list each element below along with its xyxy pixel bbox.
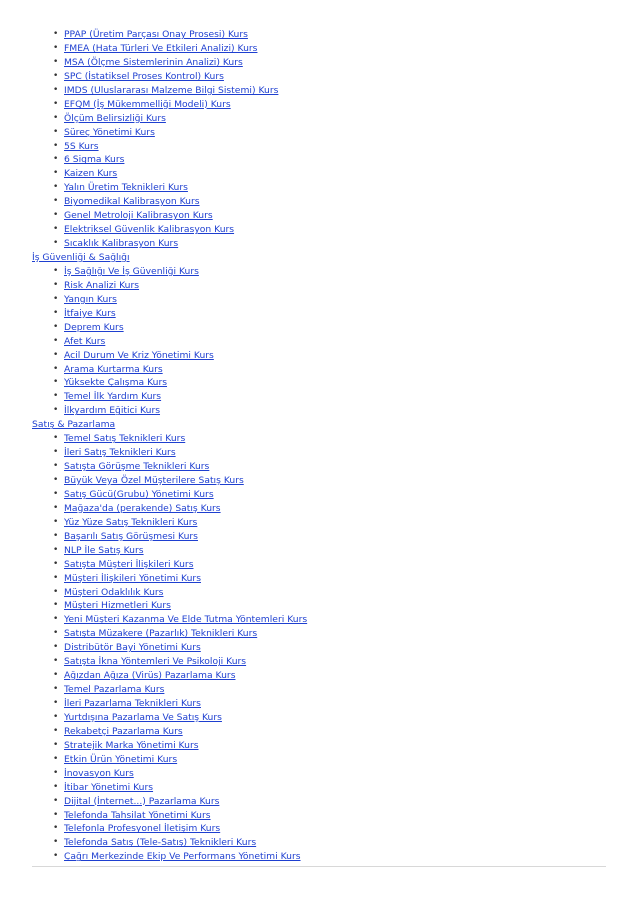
course-link[interactable]: SPC (İstatiksel Proses Kontrol) Kurs [64,70,224,82]
list-item [32,572,606,586]
list-item [32,474,606,488]
list-item [32,349,606,363]
list-item [32,293,606,307]
course-link[interactable]: 6 Sigma Kurs [64,154,125,166]
list-item [32,669,606,683]
bullet-icon: • [53,140,59,151]
course-link[interactable]: Yalın Üretim Teknikleri Kurs [64,182,188,194]
bullet-icon: • [53,196,59,207]
bullet-icon: • [53,600,59,611]
course-link[interactable]: Ağızdan Ağıza (Virüs) Pazarlama Kurs [64,670,236,682]
course-link[interactable]: Yüz Yüze Satış Teknikleri Kurs [64,516,198,528]
bullet-icon: • [53,224,59,235]
bullet-icon: • [53,433,59,444]
bullet-icon: • [53,70,59,81]
list-item [32,181,606,195]
list-item [32,488,606,502]
list-item [32,809,606,823]
course-link[interactable]: Afet Kurs [64,335,106,347]
list-item [32,850,606,864]
course-link[interactable]: Mağaza'da (perakende) Satış Kurs [64,502,221,514]
bullet-icon: • [53,586,59,597]
list-item [32,307,606,321]
list-item [32,460,606,474]
course-link[interactable]: Biyomedikal Kalibrasyon Kurs [64,196,200,208]
bullet-icon: • [53,279,59,290]
course-link[interactable]: Sıcaklık Kalibrasyon Kurs [64,238,179,250]
list-item [32,697,606,711]
list-item [32,795,606,809]
list-item [32,195,606,209]
list-item [32,335,606,349]
course-link[interactable]: Etkin Ürün Yönetimi Kurs [64,753,178,765]
bullet-icon: • [53,112,59,123]
course-link[interactable]: Satışta İkna Yöntemleri Ve Psikoloji Kurs [64,656,247,668]
course-link[interactable]: İleri Satış Teknikleri Kurs [64,447,176,459]
list-item [32,390,606,404]
course-link[interactable]: Elektriksel Güvenlik Kalibrasyon Kurs [64,224,235,236]
course-link[interactable]: Satışta Müzakere (Pazarlık) Teknikleri Kurs [64,628,258,640]
list-item [32,279,606,293]
list-item [32,126,606,140]
list-item [32,84,606,98]
course-list-document [32,28,606,867]
bullet-icon: • [53,725,59,736]
list-item [32,781,606,795]
course-link[interactable]: Yeni Müşteri Kazanma Ve Elde Tutma Yöntemleri Kurs [64,614,308,626]
course-link[interactable]: Satışta Müşteri İlişkileri Kurs [64,558,194,570]
course-link[interactable]: Stratejik Marka Yönetimi Kurs [64,739,199,751]
list-item [32,753,606,767]
list-item [32,167,606,181]
bullet-icon: • [53,823,59,834]
course-link[interactable]: Ölçüm Belirsizliği Kurs [64,112,166,124]
bullet-icon: • [53,363,59,374]
course-link[interactable]: Temel Pazarlama Kurs [64,684,165,696]
course-link[interactable]: Çağrı Merkezinde Ekip Ve Performans Yönetimi Kurs [64,851,301,863]
course-link[interactable]: Müşteri Hizmetleri Kurs [64,600,171,612]
bullet-icon: • [53,405,59,416]
list-item [32,42,606,56]
course-link[interactable]: Telefonda Tahsilat Yönetimi Kurs [64,809,211,821]
bullet-icon: • [53,558,59,569]
list-item [32,363,606,377]
course-link[interactable]: İtfaiye Kurs [64,307,116,319]
list-item [32,544,606,558]
course-link[interactable]: Yüksekte Çalışma Kurs [64,377,168,389]
bullet-icon: • [53,126,59,137]
course-link[interactable]: Başarılı Satış Görüşmesi Kurs [64,530,198,542]
bullet-icon: • [53,154,59,165]
course-link[interactable]: İlkyardım Eğitici Kurs [64,405,161,417]
list-item [32,641,606,655]
bullet-icon: • [53,767,59,778]
course-link[interactable]: Rekabetçi Pazarlama Kurs [64,725,183,737]
list-item [32,739,606,753]
bullet-icon: • [53,238,59,249]
bullet-icon: • [53,168,59,179]
list-item [32,376,606,390]
bullet-icon: • [53,656,59,667]
bullet-icon: • [53,349,59,360]
bullet-icon: • [53,475,59,485]
bullet-icon: • [53,391,59,402]
course-link[interactable]: Temel İlk Yardım Kurs [64,391,162,403]
list-item [32,265,606,279]
course-link[interactable]: FMEA (Hata Türleri Ve Etkileri Analizi) Kurs [64,42,258,54]
course-link[interactable]: Müşteri Odaklılık Kurs [64,586,164,598]
course-link[interactable]: Süreç Yönetimi Kurs [64,126,155,138]
list-item [32,28,606,42]
list-item [32,502,606,516]
bullet-icon: • [53,628,59,639]
list-item [32,530,606,544]
list-item [32,321,606,335]
list-item [32,613,606,627]
bullet-icon: • [53,210,59,221]
course-link[interactable]: Arama Kurtarma Kurs [64,363,163,375]
bullet-icon: • [53,851,59,862]
list-item [32,725,606,739]
bullet-icon: • [53,377,59,388]
bullet-icon: • [53,781,59,792]
list-item [32,822,606,836]
list-item [32,683,606,697]
bullet-icon: • [53,461,59,472]
list-item [32,599,606,613]
course-link[interactable]: Acil Durum Ve Kriz Yönetimi Kurs [64,349,214,361]
bullet-icon: • [53,711,59,722]
course-link[interactable]: Telefonla Profesyonel İletişim Kurs [64,823,221,835]
course-link[interactable]: İtibar Yönetimi Kurs [64,781,154,793]
bullet-icon: • [53,684,59,695]
bullet-icon: • [53,502,59,513]
list-item [32,98,606,112]
course-link[interactable]: İnovasyon Kurs [64,767,134,779]
bullet-icon: • [53,56,59,67]
course-link[interactable]: MSA (Ölçme Sistemlerinin Analizi) Kurs [64,56,243,68]
list-item [32,627,606,641]
course-link[interactable]: Müşteri İlişkileri Yönetimi Kurs [64,572,201,584]
list-item [32,558,606,572]
bullet-icon: • [53,753,59,764]
list-item [32,70,606,84]
section-heading-satis-pazarlama [32,418,606,432]
list-item [32,404,606,418]
bullet-icon: • [53,265,59,276]
list-item [32,516,606,530]
course-link[interactable]: İleri Pazarlama Teknikleri Kurs [64,698,201,709]
list-item [32,112,606,126]
bullet-icon: • [53,642,59,653]
list-item [32,140,606,154]
bullet-icon: • [53,670,59,681]
course-link[interactable]: Distribütör Bayi Yönetimi Kurs [64,642,201,654]
course-link[interactable]: Büyük Veya Özel Müşterilere Satış Kurs [64,475,244,486]
list-item [32,432,606,446]
list-item [32,767,606,781]
bullet-icon: • [53,335,59,346]
bullet-icon: • [53,544,59,555]
course-link[interactable]: Genel Metroloji Kalibrasyon Kurs [64,210,213,222]
list-item [32,209,606,223]
list-item [32,153,606,167]
bullet-icon: • [53,530,59,541]
bullet-icon: • [53,698,59,708]
list-item [32,586,606,600]
bullet-icon: • [53,293,59,304]
course-link[interactable]: 5S Kurs [64,140,99,152]
list-item [32,711,606,725]
course-link[interactable]: Yurtdışına Pazarlama Ve Satış Kurs [64,711,222,723]
course-link[interactable]: Dijital (İnternet...) Pazarlama Kurs [64,795,220,807]
list-item [32,446,606,460]
course-link[interactable]: IMDS (Uluslararası Malzeme Bilgi Sistemi) Kurs [64,84,279,96]
bullet-icon: • [53,98,59,109]
bullet-icon: • [53,321,59,332]
bullet-icon: • [53,488,59,499]
course-link[interactable]: EFQM (İş Mükemmelliği Modeli) Kurs [64,98,231,110]
course-link[interactable]: Satışta Görüşme Teknikleri Kurs [64,461,210,473]
bullet-icon: • [53,182,59,193]
bullet-icon: • [53,837,59,848]
bullet-icon: • [53,795,59,806]
bullet-icon: • [53,614,59,625]
course-link[interactable]: Yangın Kurs [64,293,117,305]
section-heading-is-guvenligi-sagligi [32,251,606,265]
course-link[interactable]: Temel Satış Teknikleri Kurs [64,433,186,445]
section-heading-link[interactable]: Satış & Pazarlama [32,419,116,431]
bullet-icon: • [53,572,59,583]
bullet-icon: • [53,809,59,820]
list-item [32,836,606,850]
course-link[interactable]: İş Sağlığı Ve İş Güvenliği Kurs [64,265,199,277]
list-item [32,655,606,669]
bottom-divider [32,866,606,867]
section-heading-link[interactable]: İş Güvenliği & Sağlığı [32,252,130,263]
course-link[interactable]: Telefonda Satış (Tele-Satış) Teknikleri Kurs [64,837,257,849]
bullet-icon: • [53,42,59,53]
course-link[interactable]: Kaizen Kurs [64,168,118,180]
bullet-icon: • [53,447,59,458]
course-link[interactable]: Deprem Kurs [64,321,124,333]
list-item [32,237,606,251]
list-item [32,223,606,237]
bullet-icon: • [53,516,59,527]
course-link[interactable]: Satış Gücü(Grubu) Yönetimi Kurs [64,488,214,500]
course-link[interactable]: Risk Analizi Kurs [64,279,140,291]
bullet-icon: • [53,307,59,318]
bullet-icon: • [53,29,59,39]
course-link[interactable]: PPAP (Üretim Parçası Onay Prosesi) Kurs [64,29,248,40]
course-link[interactable]: NLP İle Satış Kurs [64,544,144,556]
bullet-icon: • [53,84,59,95]
bullet-icon: • [53,739,59,750]
list-item [32,56,606,70]
